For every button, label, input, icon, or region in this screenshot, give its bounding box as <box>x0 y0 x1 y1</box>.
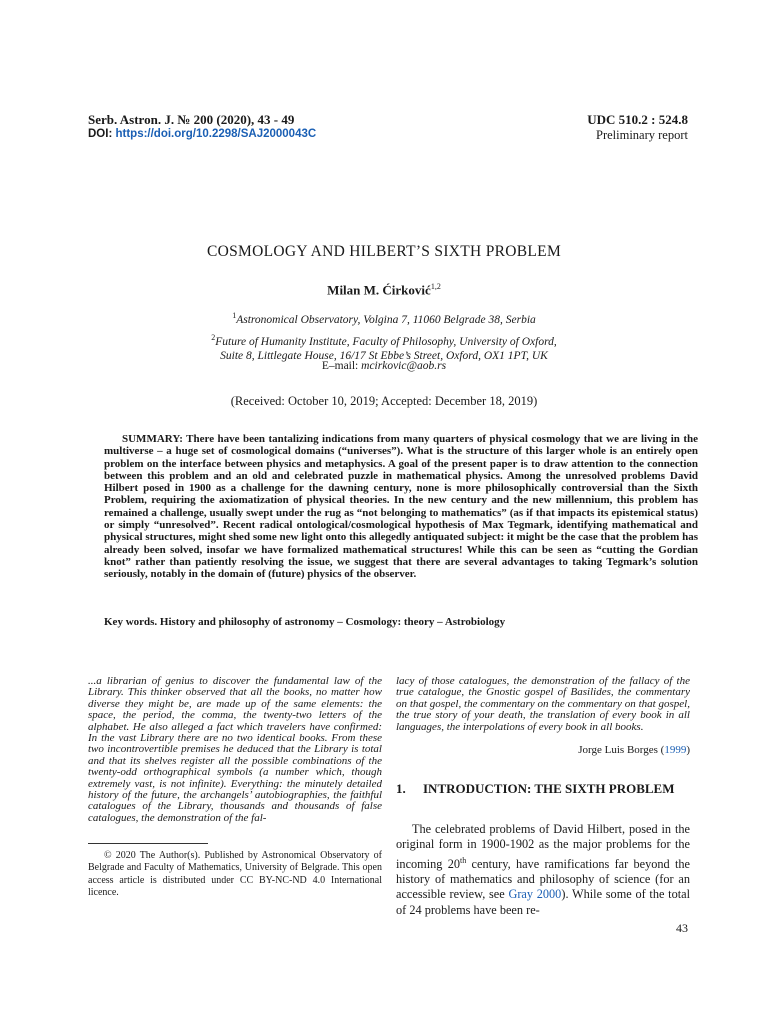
keywords: Key words. History and philosophy of astronomy – Cosmology: theory – Astrobiology <box>104 616 506 628</box>
epigraph-right-column: lacy of those catalogues, the demonstration of the fallacy of the true catalogue, the Gnostic gospel of Basilides, the commentary on that gospel, the commentary on the commentary on that gospel, the true story of your death, the translation of every book in all languages, the interpolations of every book in all books. <box>396 675 690 733</box>
email-address[interactable]: mcirkovic@aob.rs <box>361 360 447 372</box>
affiliation-1-mark: 1 <box>232 311 237 320</box>
attribution-name: Jorge Luis Borges ( <box>578 744 665 756</box>
affiliation-1-text: Astronomical Observatory, Volgina 7, 11060 Belgrade 38, Serbia <box>236 313 536 326</box>
page-number: 43 <box>676 921 688 935</box>
intro-text-2: century, have ramifications far beyond the history of mathematics and philosophy of science (for an accessible review, see <box>396 856 690 902</box>
section-number: 1. <box>396 781 406 796</box>
author-affil-marks: 1,2 <box>430 282 441 291</box>
affiliation-2-line1: Future of Humanity Institute, Faculty of Philosophy, University of Oxford, <box>215 335 557 348</box>
section-title: INTRODUCTION: THE SIXTH PROBLEM <box>423 781 675 796</box>
email-label: E–mail: <box>321 360 359 372</box>
journal-citation: Serb. Astron. J. № 200 (2020), 43 - 49 <box>88 112 295 127</box>
epigraph-left-column: ...a librarian of genius to discover the fundamental law of the Library. This thinker observed that all the books, no matter how diverse they might be, are made up of the same elements: the space, the period, the comma, the twenty-two letters of the alphabet. He also alleged a fact which travelers have confirmed: In the vast Library there are no two identical books. From these two incontrovertible premises he deduced that the Library is total and that its shelves register all the possible combinations of the twenty-odd orthographical symbols (a number which, though extremely vast, is not infinite). Everything: the minutely detailed history of the future, the archangels’ autobiographies, the faithful catalogues of the Library, thousands and thousands of false catalogues, the demonstration of the fal- <box>88 675 382 824</box>
summary-abstract: SUMMARY: There have been tantalizing indications from many quarters of physical cosmology that we are living in the multiverse – a huge set of cosmological domains (“universes”). What is the structure of this larger whole is an entirely open problem on the interface between physics and metaphysics. A goal of the present paper is to draw attention to the connection between this problem and an old and celebrated puzzle in mathematical physics. Among the unresolved problems David Hilbert posed in 1900 as a challenge for the dawning century, none is more philosophically controversial than the Sixth Problem, requiring the axiomatization of physical theories. In the new century and the new millennium, this problem has remained a challenge, usually swept under the rug as “not belonging to mathematics” (as if that impacts its epistemical status) or simply “unresolved”. Recent radical ontological/cosmological hypothesis of Max Tegmark, identifying mathematical and physical structures, might shed some new light onto this allegedly antiquated subject: it might be the case that the problem has already been solved, insofar we have formalized mathematical structures! While this can be seen as “cutting the Gordian knot” rather than patiently resolving the issue, we suggest that there are several advantages to taking Tegmark’s solution seriously, notably in the domain of (future) physics of the observer. <box>104 433 698 581</box>
footnote-divider <box>88 843 208 844</box>
intro-text-1: The celebrated problems of David Hilbert, posed in the original form in 1900-1902 as the major problems for the incoming 20 <box>396 822 690 871</box>
doi-link[interactable]: https://doi.org/10.2298/SAJ2000043C <box>115 128 317 140</box>
affiliation-2-mark: 2 <box>211 333 216 342</box>
epigraph-attribution <box>578 744 690 756</box>
copyright-footnote: © 2020 The Author(s). Published by Astronomical Observatory of Belgrade and Faculty of Mathematics, University of Belgrade. This open access article is distributed under CC BY-NC-ND 4.0 International licence. <box>88 850 382 899</box>
intro-paragraph <box>396 822 690 918</box>
intro-text-3: ). While some of the total of 24 problems have been re- <box>396 887 691 917</box>
udc-code: UDC 510.2 : 524.8 <box>587 112 688 127</box>
intro-superscript: th <box>460 855 467 865</box>
author <box>0 282 768 298</box>
doi-line <box>88 128 316 140</box>
attribution-year-link[interactable]: 1999 <box>664 744 687 756</box>
affiliation-2 <box>0 331 768 363</box>
received-dates: (Received: October 10, 2019; Accepted: December 18, 2019) <box>230 394 538 408</box>
attribution-close: ) <box>686 744 690 756</box>
doi-label: DOI: <box>88 128 113 140</box>
author-name: Milan M. Ćirković <box>327 282 431 298</box>
report-type: Preliminary report <box>596 128 688 142</box>
citation-link-gray-2000[interactable]: Gray 2000 <box>508 887 562 902</box>
affiliation-1 <box>0 309 768 327</box>
email-line <box>0 360 768 372</box>
paper-title: COSMOLOGY AND HILBERT’S SIXTH PROBLEM <box>206 243 562 260</box>
affiliation-2-line2: Suite 8, Littlegate House, 16/17 St Ebbe’s Street, Oxford, OX1 1PT, UK <box>220 349 548 362</box>
